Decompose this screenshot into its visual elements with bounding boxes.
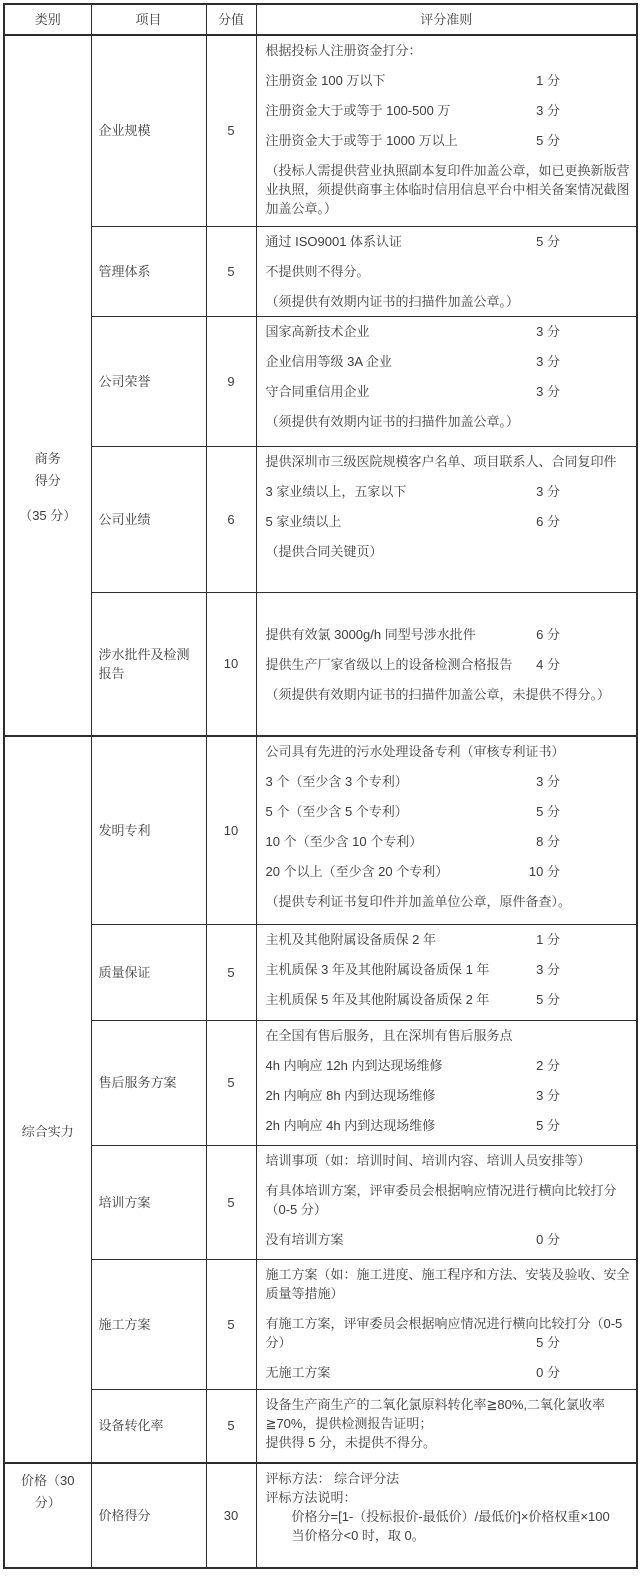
- criteria-points: 1 分: [536, 73, 560, 88]
- score-cell: 5: [206, 924, 256, 1020]
- criteria-points: 3 分: [536, 353, 560, 369]
- criteria-points: 3 分: [536, 961, 560, 977]
- criteria-line: [266, 482, 631, 501]
- criteria-line: [266, 101, 631, 120]
- criteria-line: [266, 262, 631, 281]
- criteria-text: 评标方法： 综合评分法: [265, 1471, 400, 1486]
- criteria-line: [266, 382, 631, 401]
- item-cell: 设备转化率: [91, 1389, 206, 1463]
- criteria-line: [266, 1433, 631, 1452]
- category-label: [11, 448, 85, 527]
- criteria-line: [266, 352, 631, 371]
- criteria-points: 5 分: [536, 991, 560, 1007]
- header-score: 分值: [206, 4, 256, 35]
- criteria-points: 0 分: [536, 1231, 560, 1247]
- criteria-points: 5 分: [536, 804, 560, 819]
- criteria-line: [266, 625, 631, 644]
- criteria-text: 没有培训方案: [265, 1231, 344, 1247]
- criteria-line: [266, 1314, 631, 1352]
- criteria-text: 3 个（至少含 3 个专利）: [265, 774, 408, 789]
- score-cell: 5: [206, 1020, 256, 1145]
- criteria-cell: [256, 226, 637, 316]
- criteria-line: [266, 1507, 631, 1526]
- criteria-line: [266, 1526, 631, 1545]
- criteria-line: [266, 131, 631, 150]
- criteria-text: 不提供则不得分。: [265, 263, 370, 279]
- table-row: [4, 1389, 637, 1463]
- criteria-text: 当价格分<0 时，取 0。: [265, 1528, 425, 1543]
- header-item: 项目: [91, 4, 206, 35]
- criteria-text: 20 个以上（至少含 20 个专利）: [265, 864, 449, 879]
- criteria-points: 3 分: [536, 483, 560, 499]
- criteria-line: [266, 990, 631, 1009]
- table-row: [4, 35, 637, 226]
- score-cell: 5: [206, 1389, 256, 1463]
- score-cell: 5: [206, 1259, 256, 1389]
- table-row: [4, 592, 637, 736]
- criteria-text: 提供生产厂家省级以上的设备检测合格报告: [265, 656, 513, 672]
- criteria-line: [266, 292, 631, 311]
- criteria-points: 5 分: [536, 1117, 560, 1133]
- criteria-cell: [256, 1463, 637, 1568]
- table-row: [4, 924, 637, 1020]
- criteria-line: [266, 772, 631, 791]
- category-label-line: （35 分）: [19, 508, 77, 523]
- criteria-text: （须提供有效期内证书的扫描件加盖公章。）: [265, 293, 520, 309]
- criteria-cell: [256, 1389, 637, 1463]
- criteria-cell: [256, 1020, 637, 1145]
- table-row: [4, 1145, 637, 1259]
- item-cell: 管理体系: [91, 226, 206, 316]
- criteria-text: 价格分=[1-（投标报价-最低价）/最低价]×价格权重×100: [265, 1509, 610, 1524]
- criteria-text: 在全国有售后服务，且在深圳有售后服务点: [265, 1027, 513, 1043]
- score-cell: 9: [206, 316, 256, 446]
- criteria-line: [266, 1395, 631, 1433]
- table-body: [4, 35, 637, 1568]
- table-row: [4, 316, 637, 446]
- criteria-text: 有施工方案，评审委员会根据响应情况进行横向比较打分（0-5 分）: [265, 1315, 623, 1350]
- criteria-cell: [256, 592, 637, 736]
- score-cell: 10: [206, 736, 256, 924]
- criteria-text: 企业信用等级 3A 企业: [265, 353, 392, 369]
- criteria-text: （投标人需提供营业执照副本复印件加盖公章，如已更换新版营业执照，须提供商事主体临时信用信息平台中相关备案情况截图加盖公章。）: [265, 163, 630, 216]
- criteria-text: 2h 内响应 8h 内到达现场维修: [265, 1087, 436, 1103]
- category-label: [11, 1470, 85, 1514]
- header-category: 类别: [4, 4, 91, 35]
- score-cell: 5: [206, 1145, 256, 1259]
- criteria-text: 提供得 5 分，未提供不得分。: [265, 1434, 436, 1450]
- criteria-text: 国家高新技术企业: [265, 323, 370, 339]
- header-criteria: 评分准则: [256, 4, 637, 35]
- score-cell: 30: [206, 1463, 256, 1568]
- criteria-text: （提供专利证书复印件并加盖单位公章，原件备查）。: [265, 894, 572, 909]
- criteria-text: （须提供有效期内证书的扫描件加盖公章，未提供不得分。）: [265, 686, 611, 702]
- table-row: [4, 446, 637, 592]
- criteria-text: 注册资金 100 万以下: [265, 73, 386, 88]
- criteria-text: 施工方案（如：施工进度、施工程序和方法、安装及验收、安全质量等措施）: [265, 1266, 630, 1301]
- criteria-points: 6 分: [536, 626, 560, 642]
- criteria-line: [266, 892, 631, 911]
- header-row: [4, 4, 637, 35]
- criteria-points: 6 分: [536, 513, 560, 529]
- criteria-line: [266, 512, 631, 531]
- criteria-line: [266, 832, 631, 851]
- criteria-line: [266, 655, 631, 674]
- criteria-points: 8 分: [536, 834, 560, 849]
- criteria-line: [266, 1086, 631, 1105]
- item-cell: 公司业绩: [91, 446, 206, 592]
- criteria-points: 3 分: [536, 323, 560, 339]
- criteria-points: 4 分: [536, 656, 560, 672]
- scoring-criteria-table: [3, 3, 638, 1569]
- criteria-line: [266, 1026, 631, 1045]
- criteria-cell: [256, 35, 637, 226]
- criteria-line: [266, 930, 631, 949]
- criteria-text: 有具体培训方案，评审委员会根据响应情况进行横向比较打分（0-5 分）: [265, 1182, 617, 1217]
- item-cell: 培训方案: [91, 1145, 206, 1259]
- criteria-text: 2h 内响应 4h 内到达现场维修: [265, 1117, 436, 1133]
- criteria-text: 3 家业绩以上，五家以下: [265, 483, 407, 499]
- criteria-cell: [256, 1259, 637, 1389]
- score-cell: 5: [206, 35, 256, 226]
- category-cell: [4, 35, 91, 736]
- category-cell: [4, 736, 91, 1463]
- criteria-text: 提供有效氯 3000g/h 同型号涉水批件: [265, 626, 476, 642]
- item-cell: 售后服务方案: [91, 1020, 206, 1145]
- category-cell: [4, 1463, 91, 1568]
- table-row: [4, 1020, 637, 1145]
- criteria-text: 注册资金大于或等于 100-500 万: [265, 103, 451, 118]
- criteria-text: 通过 ISO9001 体系认证: [265, 233, 403, 249]
- criteria-cell: [256, 316, 637, 446]
- criteria-line: [266, 685, 631, 704]
- criteria-line: [266, 1056, 631, 1075]
- criteria-points: 3 分: [536, 774, 560, 789]
- criteria-line: [266, 71, 631, 90]
- score-cell: 10: [206, 592, 256, 736]
- criteria-points: 10 分: [528, 864, 560, 879]
- table-row: [4, 736, 637, 924]
- criteria-line: [266, 1181, 631, 1219]
- criteria-points: 2 分: [536, 1057, 560, 1073]
- criteria-line: [266, 1230, 631, 1249]
- criteria-line: [266, 542, 631, 561]
- criteria-text: 公司具有先进的污水处理设备专利（审核专利证书）: [265, 744, 565, 759]
- criteria-line: [266, 452, 631, 471]
- criteria-points: 0 分: [536, 1364, 560, 1380]
- criteria-points: 3 分: [536, 1087, 560, 1103]
- criteria-text: 4h 内响应 12h 内到达现场维修: [265, 1057, 443, 1073]
- criteria-text: 守合同重信用企业: [265, 383, 370, 399]
- criteria-line: [266, 1116, 631, 1135]
- criteria-line: [266, 412, 631, 431]
- criteria-text: 5 个（至少含 5 个专利）: [265, 804, 408, 819]
- criteria-text: 5 家业绩以上: [265, 513, 342, 529]
- criteria-text: 无施工方案: [265, 1364, 331, 1380]
- criteria-line: [266, 802, 631, 821]
- criteria-text: 培训事项（如：培训时间、培训内容、培训人员安排等）: [265, 1152, 591, 1168]
- criteria-text: 提供深圳市三级医院规模客户名单、项目联系人、合同复印件: [265, 453, 617, 469]
- criteria-text: 主机质保 3 年及其他附属设备质保 1 年: [265, 961, 490, 977]
- criteria-points: 3 分: [536, 103, 560, 118]
- table-row: [4, 226, 637, 316]
- criteria-text: 注册资金大于或等于 1000 万以上: [265, 133, 458, 148]
- criteria-cell: [256, 1145, 637, 1259]
- criteria-points: 1 分: [536, 931, 560, 947]
- category-label-line: 商务: [34, 451, 61, 466]
- criteria-text: （须提供有效期内证书的扫描件加盖公章。）: [265, 413, 520, 429]
- criteria-line: [266, 960, 631, 979]
- criteria-line: [266, 41, 631, 60]
- criteria-text: 根据投标人注册资金打分：: [265, 43, 422, 58]
- score-cell: 5: [206, 226, 256, 316]
- criteria-text: 评标方法说明：: [265, 1490, 357, 1505]
- table-row: [4, 1259, 637, 1389]
- table-row: [4, 1463, 637, 1568]
- category-label: [11, 1121, 85, 1143]
- item-cell: 企业规模: [91, 35, 206, 226]
- criteria-points: 5 分: [536, 233, 560, 249]
- item-cell: 涉水批件及检测报告: [91, 592, 206, 736]
- item-cell: 质量保证: [91, 924, 206, 1020]
- category-label-line: 得分: [34, 473, 61, 488]
- criteria-points: 5 分: [536, 133, 560, 148]
- criteria-line: [266, 232, 631, 251]
- criteria-cell: [256, 924, 637, 1020]
- score-cell: 6: [206, 446, 256, 592]
- criteria-points: 5 分: [536, 1334, 560, 1350]
- criteria-cell: [256, 736, 637, 924]
- criteria-text: （提供合同关键页）: [265, 543, 383, 559]
- item-cell: 施工方案: [91, 1259, 206, 1389]
- criteria-line: [266, 1488, 631, 1507]
- criteria-text: 主机及其他附属设备质保 2 年: [265, 931, 436, 947]
- criteria-line: [266, 1151, 631, 1170]
- item-cell: 发明专利: [91, 736, 206, 924]
- criteria-line: [266, 322, 631, 341]
- criteria-text: 主机质保 5 年及其他附属设备质保 2 年: [265, 991, 490, 1007]
- item-cell: 公司荣誉: [91, 316, 206, 446]
- criteria-points: 3 分: [536, 383, 560, 399]
- criteria-line: [266, 862, 631, 881]
- criteria-text: 设备生产商生产的二氧化氯原料转化率≧80%,二氧化氯收率≧70%，提供检测报告证明；: [265, 1396, 606, 1431]
- criteria-line: [266, 1363, 631, 1382]
- criteria-line: [266, 1469, 631, 1488]
- criteria-cell: [256, 446, 637, 592]
- criteria-text: 10 个（至少含 10 个专利）: [265, 834, 423, 849]
- category-label-line: 综合实力: [21, 1124, 74, 1139]
- criteria-line: [266, 742, 631, 761]
- item-cell: 价格得分: [91, 1463, 206, 1568]
- criteria-line: [266, 1265, 631, 1303]
- category-label-line: 价格（30 分）: [21, 1473, 75, 1510]
- criteria-line: [266, 161, 631, 218]
